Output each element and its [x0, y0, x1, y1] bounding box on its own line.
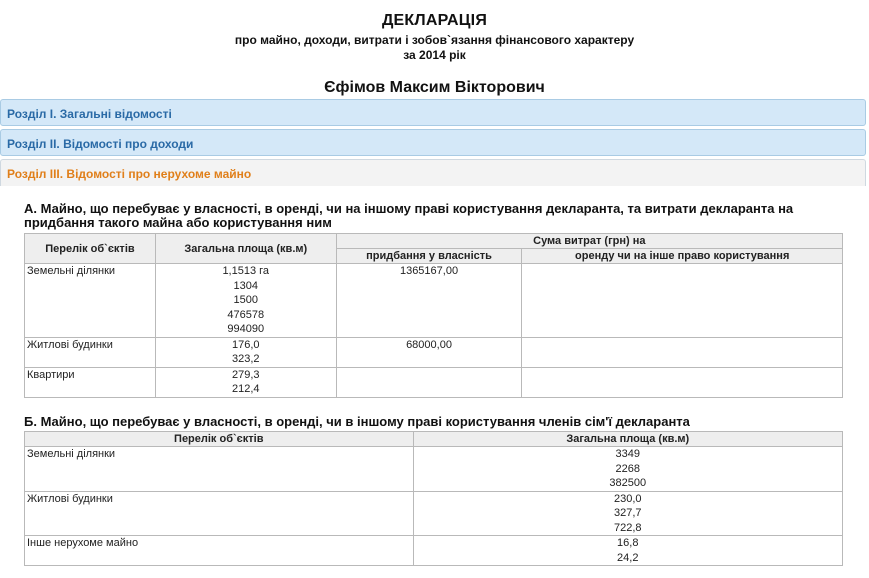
rent-cell [522, 264, 843, 338]
area-value: 1500 [233, 294, 258, 306]
area-value: 212,4 [231, 383, 260, 395]
section-1-general-info-header[interactable] [0, 99, 866, 126]
table-row [25, 367, 843, 397]
area-cell [155, 337, 336, 367]
area-value: 1304 [233, 279, 258, 292]
part-a-table [24, 233, 843, 398]
area-value: 230,0 [613, 492, 642, 505]
area-value: 1,1513 га [222, 265, 270, 277]
area-value: 16,8 [617, 537, 639, 549]
table-row [25, 447, 843, 492]
purchase-cell [336, 367, 522, 397]
table-row [25, 337, 843, 367]
table-row [25, 536, 843, 566]
table-row [25, 264, 843, 338]
area-value: 24,2 [617, 551, 639, 564]
table-row [25, 491, 843, 536]
section-2-income-header[interactable] [0, 129, 866, 156]
person-name: Єфімов Максим Вікторович [324, 79, 545, 96]
col-area-header: Загальна площа (кв.м) [413, 432, 842, 447]
section-3-real-estate-header[interactable] [0, 159, 866, 186]
purchase-cell: 1365167,00 [336, 264, 522, 338]
col-objects-header: Перелік об`єктів [25, 432, 414, 447]
col-objects-header: Перелік об`єктів [25, 234, 156, 264]
object-cell: Житлові будинки [25, 337, 156, 367]
area-value: 2268 [615, 462, 640, 475]
object-cell: Квартири [25, 367, 156, 397]
section-label: Розділ II. Відомості про доходи [7, 137, 194, 151]
object-cell: Земельні ділянки [25, 447, 414, 492]
col-costs-header: Сума витрат (грн) на [336, 234, 842, 249]
area-cell [413, 447, 842, 492]
area-cell [413, 491, 842, 536]
area-cell [413, 536, 842, 566]
area-value: 994090 [227, 323, 265, 335]
object-cell: Житлові будинки [25, 491, 414, 536]
area-cell [155, 264, 336, 338]
area-value: 476578 [227, 308, 265, 321]
section-label: Розділ III. Відомості про нерухоме майно [7, 167, 252, 181]
purchase-cell: 68000,00 [336, 337, 522, 367]
area-value: 722,8 [613, 521, 642, 534]
declaration-subtitle: про майно, доходи, витрати і зобов`язання фінансового характеру [234, 33, 635, 47]
object-cell: Інше нерухоме майно [25, 536, 414, 566]
declaration-year: за 2014 рік [403, 48, 466, 62]
section-label: Розділ I. Загальні відомості [7, 107, 172, 121]
area-value: 3349 [615, 448, 640, 460]
rent-cell [522, 337, 843, 367]
declaration-title: ДЕКЛАРАЦІЯ [381, 12, 488, 29]
area-cell [155, 367, 336, 397]
area-value: 327,7 [613, 507, 642, 519]
area-value: 279,3 [231, 368, 260, 381]
col-area-header: Загальна площа (кв.м) [155, 234, 336, 264]
col-purchase-header: придбання у власність [336, 249, 522, 264]
rent-cell [522, 367, 843, 397]
area-value: 323,2 [231, 353, 260, 365]
area-value: 382500 [609, 477, 647, 489]
object-cell: Земельні ділянки [25, 264, 156, 338]
part-b-heading: Б. Майно, що перебуває у власності, в оренді, чи в іншому праві користування членів сім'ї декларанта [24, 414, 690, 429]
area-value: 176,0 [231, 338, 260, 351]
part-a-heading: А. Майно, що перебуває у власності, в оренді, чи на іншому праві користування декларанта, та витрати декларанта на придбання такого майна або користування ним [24, 201, 794, 230]
part-b-table [24, 431, 843, 566]
col-rent-header: оренду чи на інше право користування [522, 249, 843, 264]
